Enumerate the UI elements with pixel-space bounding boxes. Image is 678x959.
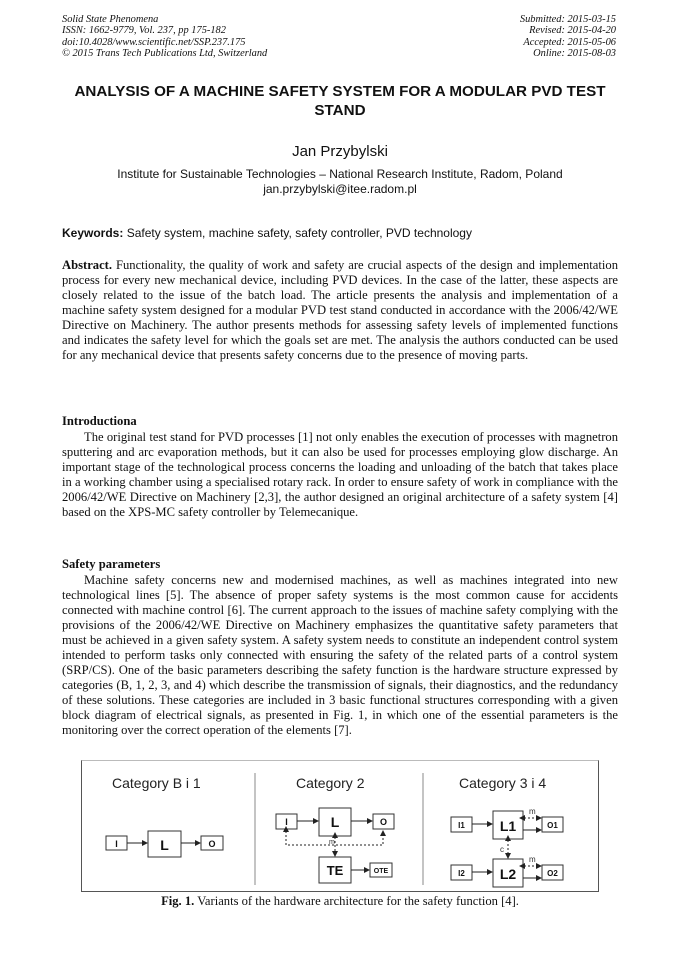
monitor-label-1: m: [529, 807, 536, 816]
panel-category-2: [276, 775, 394, 883]
panel-title-cat-3-4: Category 3 i 4: [459, 775, 547, 791]
box-ote: OTE: [373, 868, 389, 875]
box-output-2: O2: [547, 869, 558, 878]
journal-doi: doi:10.4028/www.scientific.net/SSP.237.175: [62, 36, 246, 48]
journal-header-right: [520, 14, 616, 60]
panel-title-cat-2: Category 2: [296, 775, 365, 791]
box-output: O: [379, 817, 388, 827]
box-input: I: [285, 817, 288, 827]
box-logic-1: L1: [499, 818, 517, 834]
author-email: jan.przybylski@itee.radom.pl: [263, 181, 417, 196]
figure-label: Fig. 1.: [161, 894, 195, 908]
abstract: [62, 258, 618, 363]
panel-category-3-4: [451, 775, 563, 887]
figure-caption: [62, 894, 618, 909]
box-input-2: I2: [458, 869, 465, 878]
abstract-text: Functionality, the quality of work and safety are crucial aspects of the design and implementation process for every new mechanical device, including PVD devices. In the case of the latter, these aspects are closely related to the issue of the batch load. The article presents the analysis and implementation of a machine safety system designed for a modular PVD test stand conducted in accordance with the 2006/42/WE Directive on Machinery. The author presents methods for assessing safety levels of implemented functions and indicates the safety level for which the goals set are met. The analysis the authors conducted can be used for any mechanical device that presents safety concerns due to the presence of moving parts.: [62, 258, 618, 363]
box-logic: L: [160, 837, 169, 853]
date-submitted: Submitted: 2015-03-15: [519, 14, 616, 25]
author-affiliation-block: [62, 167, 618, 196]
panel-title-cat-b1: Category B i 1: [112, 775, 201, 791]
cross-monitor-label: c: [500, 845, 504, 854]
box-input-1: I1: [458, 821, 465, 830]
date-online: Online: 2015-08-03: [533, 48, 616, 60]
keywords-text: Safety system, machine safety, safety controller, PVD technology: [126, 226, 472, 240]
date-revised: Revised: 2015-04-20: [529, 25, 616, 37]
box-output: O: [208, 839, 216, 849]
keywords: [62, 226, 618, 240]
section-heading-safety-parameters: Safety parameters: [62, 557, 161, 571]
abstract-label: Abstract.: [62, 258, 113, 272]
author-affiliation: Institute for Sustainable Technologies – National Research Institute, Radom, Poland: [117, 167, 563, 181]
figure-1: [81, 760, 599, 892]
journal-name: Solid State Phenomena: [62, 14, 159, 25]
monitor-label-2: m: [529, 855, 536, 864]
journal-copyright: © 2015 Trans Tech Publications Ltd, Switzerland: [62, 48, 268, 60]
architecture-diagram: [82, 761, 598, 891]
box-logic-2: L2: [499, 866, 517, 882]
panel-category-b-1: [106, 775, 223, 857]
date-accepted: Accepted: 2015-05-06: [523, 36, 616, 48]
keywords-label: Keywords:: [62, 226, 124, 240]
box-test-equipment: TE: [326, 863, 344, 878]
figure-caption-text: Variants of the hardware architecture for the safety function [4].: [197, 894, 519, 908]
box-output-1: O1: [547, 821, 558, 830]
box-logic: L: [330, 814, 340, 830]
paper-title: ANALYSIS OF A MACHINE SAFETY SYSTEM FOR A MODULAR PVD TEST STAND: [74, 83, 606, 119]
paper-author: Jan Przybylski: [292, 143, 388, 160]
journal-header-left: [62, 14, 267, 60]
section-heading-introduction: Introductiona: [62, 414, 137, 428]
monitor-label: m: [329, 839, 335, 846]
section-text-safety-parameters: Machine safety concerns new and modernised machines, as well as machines integrated into new technological lines [5]. The absence of proper safety systems is the most common cause for accidents connected with machine control [6]. The current approach to the issues of machine safety complying with the provisions of the 2006/42/WE Directive on Machinery emphasizes the quantitative safety parameters that must be achieved in a given safety system. A safety system needs to constitute an independent control system intended to perform tasks only connected with ensuring the safety of the related parts of a control system (SRP/CS). One of the basic parameters describing the safety function is the hardware structure expressed by categories (B, 1, 2, 3, and 4) which describe the transmission of signals, their diagnostics, and the redundancy of these solutions. These categories are included in 3 basic functional structures corresponding with a given block diagram of electrical signals, as presented in Fig. 1, in which one of the essential parameters is the monitoring over the correct operation of the elements [7].: [62, 573, 618, 738]
section-text-introduction: The original test stand for PVD processes [1] not only enables the execution of processes with magnetron sputtering and arc evaporation methods, but it can also be used for processes employing glow discharge. An important stage of the technological process concerns the loading and unloading of the batch that takes place in a working chamber using a specialised rotary rack. In order to ensure safety of work in compliance with the 2006/42/WE Directive on Machinery [2,3], the author designed an original architecture of a safety system [4] based on the XPS-MC safety controller by Telemecanique.: [62, 430, 618, 520]
box-input: I: [115, 839, 118, 849]
journal-issn: ISSN: 1662-9779, Vol. 237, pp 175-182: [62, 25, 226, 37]
